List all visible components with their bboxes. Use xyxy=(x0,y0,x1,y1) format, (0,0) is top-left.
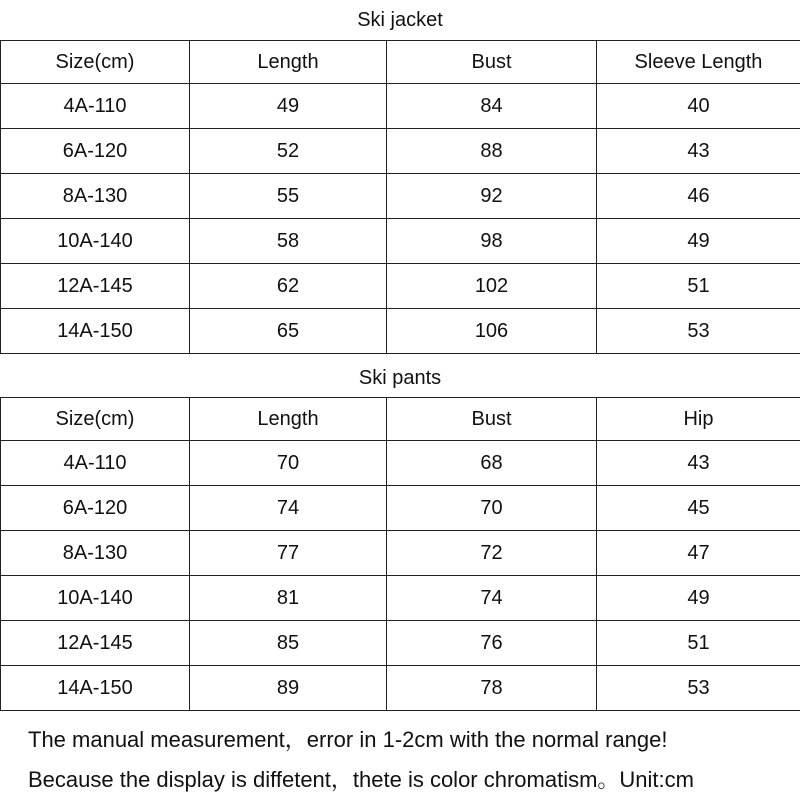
table-cell: 65 xyxy=(190,309,387,354)
table-cell: 70 xyxy=(190,441,387,486)
table-cell: 88 xyxy=(387,129,597,174)
table-cell: 70 xyxy=(387,486,597,531)
table-cell: 89 xyxy=(190,666,387,711)
table-cell: 46 xyxy=(597,174,800,219)
table-cell: 14A-150 xyxy=(1,666,190,711)
column-header: Bust xyxy=(387,398,597,441)
table-cell: 62 xyxy=(190,264,387,309)
table-cell: 85 xyxy=(190,621,387,666)
table-cell: 77 xyxy=(190,531,387,576)
table-row xyxy=(1,219,800,264)
table-row xyxy=(1,264,800,309)
table-cell: 49 xyxy=(597,219,800,264)
column-header: Hip xyxy=(597,398,800,441)
table-row xyxy=(1,129,800,174)
table-row xyxy=(1,84,800,129)
table-cell: 4A-110 xyxy=(1,441,190,486)
table-cell: 81 xyxy=(190,576,387,621)
table-cell: 10A-140 xyxy=(1,219,190,264)
table-cell: 76 xyxy=(387,621,597,666)
column-header: Size(cm) xyxy=(1,398,190,441)
jacket-title: Ski jacket xyxy=(357,9,443,31)
table-cell: 106 xyxy=(387,309,597,354)
column-header: Bust xyxy=(387,41,597,84)
column-header: Sleeve Length xyxy=(597,41,800,84)
table-cell: 51 xyxy=(597,621,800,666)
table-cell: 51 xyxy=(597,264,800,309)
table-cell: 12A-145 xyxy=(1,621,190,666)
table-cell: 8A-130 xyxy=(1,531,190,576)
table-cell: 52 xyxy=(190,129,387,174)
column-header: Length xyxy=(190,398,387,441)
pants-title: Ski pants xyxy=(358,367,442,389)
table-cell: 68 xyxy=(387,441,597,486)
table-header-row xyxy=(1,398,800,441)
table-cell: 98 xyxy=(387,219,597,264)
table-header-row xyxy=(1,41,800,84)
table-row xyxy=(1,174,800,219)
table-row xyxy=(1,531,800,576)
column-header: Size(cm) xyxy=(1,41,190,84)
column-header: Length xyxy=(190,41,387,84)
table-cell: 58 xyxy=(190,219,387,264)
table-cell: 12A-145 xyxy=(1,264,190,309)
table-cell: 84 xyxy=(387,84,597,129)
table-row xyxy=(1,666,800,711)
table-row xyxy=(1,486,800,531)
table-cell: 6A-120 xyxy=(1,486,190,531)
table-cell: 55 xyxy=(190,174,387,219)
table-cell: 49 xyxy=(597,576,800,621)
table-cell: 40 xyxy=(597,84,800,129)
table-row xyxy=(1,441,800,486)
table-cell: 6A-120 xyxy=(1,129,190,174)
color-note: Because the display is diffetent，thete is color chromatism。Unit:cm xyxy=(28,767,694,792)
table-cell: 4A-110 xyxy=(1,84,190,129)
table-cell: 8A-130 xyxy=(1,174,190,219)
jacket-size-table xyxy=(0,40,800,354)
table-cell: 53 xyxy=(597,309,800,354)
table-cell: 72 xyxy=(387,531,597,576)
table-row xyxy=(1,621,800,666)
table-cell: 14A-150 xyxy=(1,309,190,354)
table-cell: 92 xyxy=(387,174,597,219)
table-cell: 47 xyxy=(597,531,800,576)
pants-size-table xyxy=(0,397,800,711)
measurement-note: The manual measurement，error in 1-2cm with the normal range! xyxy=(28,727,668,752)
table-cell: 43 xyxy=(597,129,800,174)
table-cell: 43 xyxy=(597,441,800,486)
table-row xyxy=(1,576,800,621)
table-cell: 10A-140 xyxy=(1,576,190,621)
table-cell: 74 xyxy=(190,486,387,531)
table-cell: 53 xyxy=(597,666,800,711)
table-cell: 78 xyxy=(387,666,597,711)
table-cell: 45 xyxy=(597,486,800,531)
table-row xyxy=(1,309,800,354)
table-cell: 74 xyxy=(387,576,597,621)
table-cell: 102 xyxy=(387,264,597,309)
table-cell: 49 xyxy=(190,84,387,129)
